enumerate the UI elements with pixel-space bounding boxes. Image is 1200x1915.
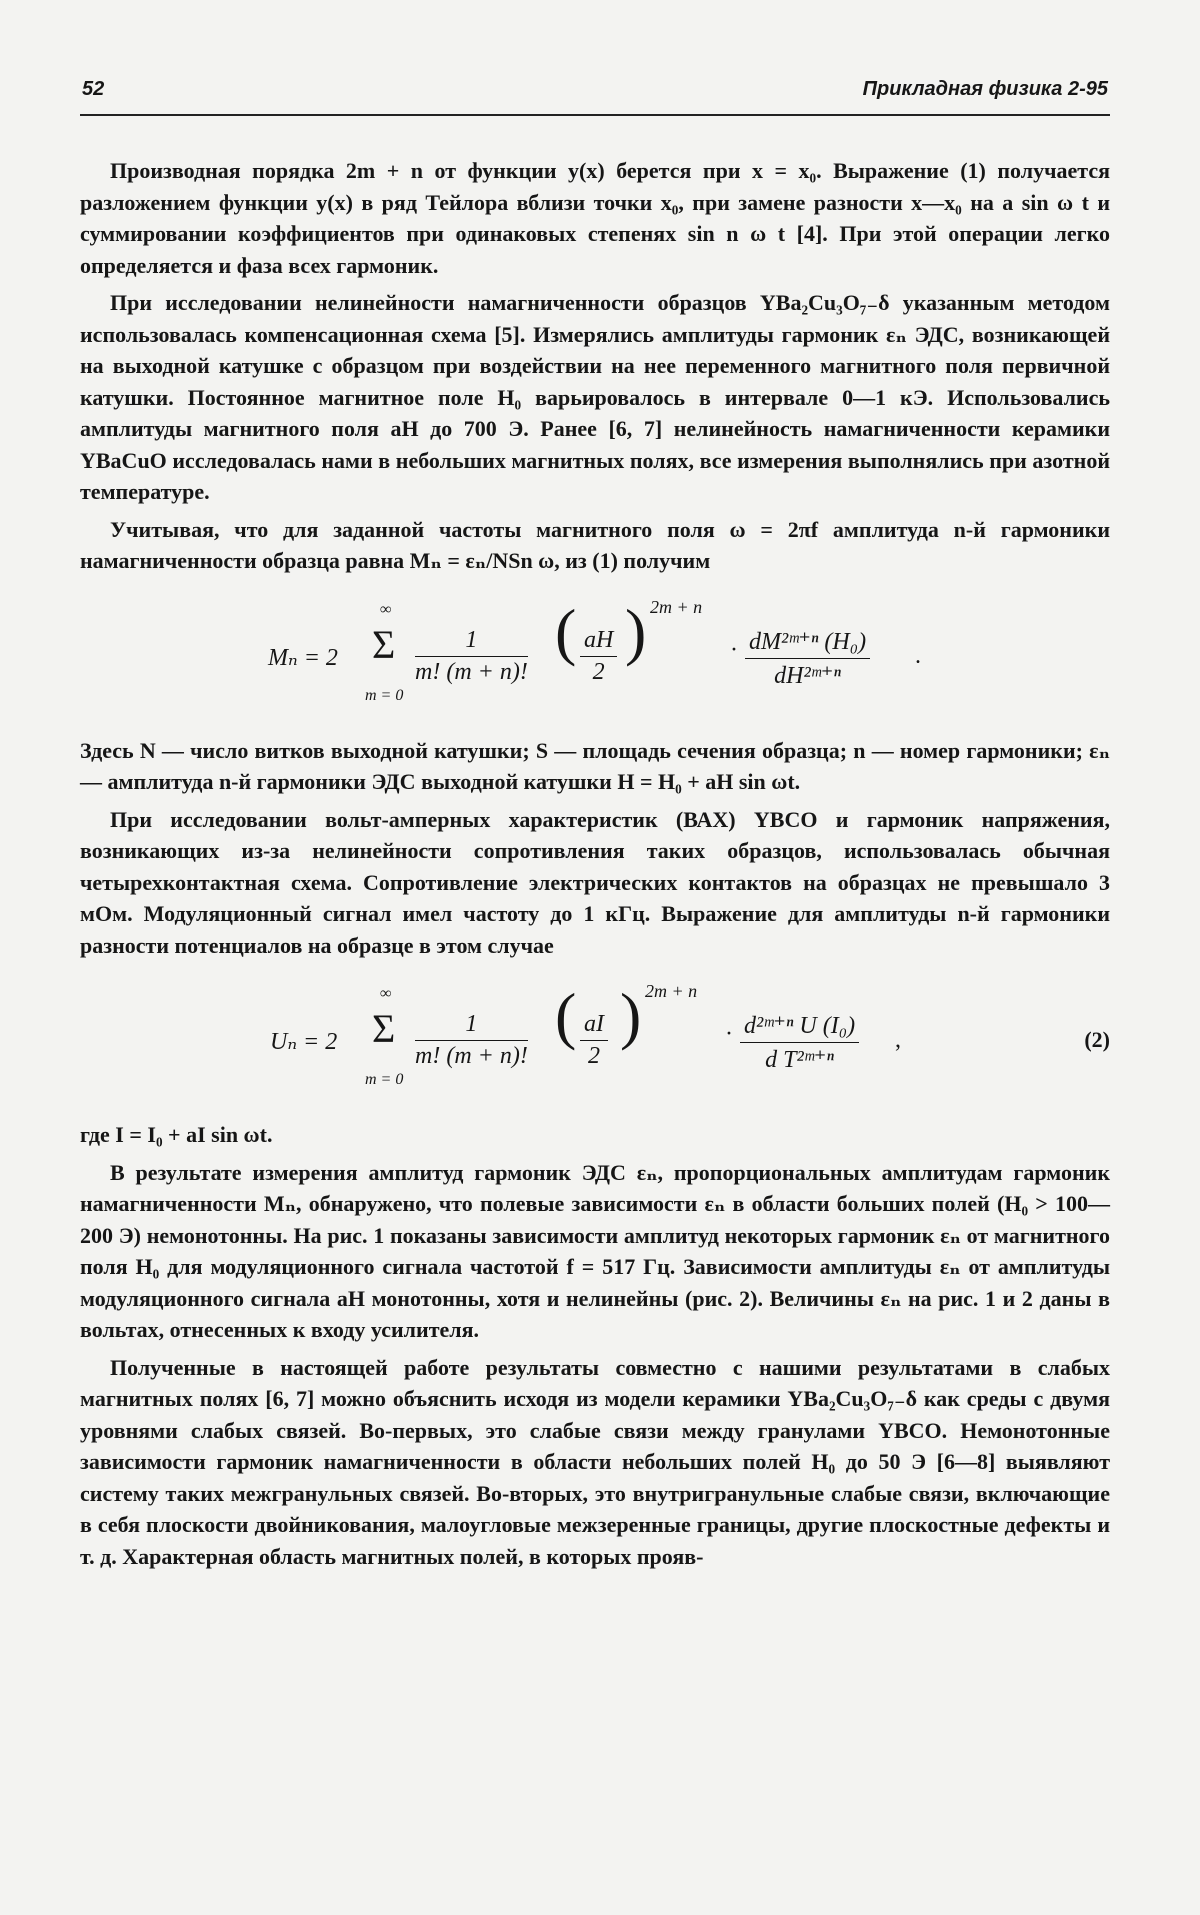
- paragraph-6: где I = I₀ + aI sin ωt.: [80, 1122, 273, 1147]
- eq1-frac1-den: m! (m + n)!: [415, 658, 528, 685]
- equation-1: [80, 595, 1110, 715]
- eq2-paren-right: ): [620, 980, 642, 1051]
- eq2-frac3-den: d T²ᵐ⁺ⁿ: [765, 1047, 834, 1073]
- eq1-sum-sign: Σ: [372, 621, 396, 667]
- eq2-sum-bottom: m = 0: [365, 1071, 404, 1088]
- eq2-frac2-num: aI: [580, 1011, 608, 1041]
- eq2-sum-top: ∞: [380, 985, 392, 1002]
- eq1-paren-left: (: [555, 595, 577, 667]
- page-number: 52: [82, 78, 105, 100]
- eq2-lhs: Uₙ = 2: [270, 1029, 338, 1055]
- eq1-frac2-num: aH: [580, 627, 617, 657]
- eq1-fraction-2: [580, 627, 617, 686]
- paragraph-1: Производная порядка 2m + n от функции y(x) берется при x = x₀. Выражение (1) получается разложением функции y(x) в ряд Тейлора вблизи точки x₀, при замене разности x—x₀ на a sin ω t и суммировании коэффициентов при одинаковых степенях sin n ω t [4]. При этой операции легко определяется и фаза всех гармоник.: [80, 158, 1110, 278]
- paragraph-8: Полученные в настоящей работе результаты совместно с нашими результатами в слабых магнитных полях [6, 7] можно объяснить исходя из модели керамики YBa₂Cu₃O₇₋δ как среды с двумя уровнями слабых связей. Во-первых, это слабые связи между гранулами YBCO. Немонотонные зависимости гармоник намагниченности в области небольших полей H₀ до 50 Э [6—8] выявляют систему таких межгранульных связей. Во-вторых, это внутригранульные слабые связи, включающие в себя плоскости двойникования, малоугловые межзеренные границы, другие плоскостные дефекты и т. д. Характерная область магнитных полей, в которых прояв-: [80, 1354, 1110, 1569]
- eq1-frac1-num: 1: [415, 627, 528, 657]
- equation-2: [80, 979, 1110, 1099]
- eq1-power: 2m + n: [650, 596, 703, 617]
- eq1-frac2-den: 2: [592, 658, 605, 685]
- journal-title: Прикладная физика 2-95: [862, 78, 1108, 100]
- eq2-frac2-den: 2: [588, 1043, 600, 1069]
- eq1-frac3-den: dH²ᵐ⁺ⁿ: [774, 662, 841, 689]
- eq1-lhs: Mₙ = 2: [268, 644, 338, 671]
- eq2-power: 2m + n: [645, 981, 698, 1001]
- paragraph-4: Здесь N — число витков выходной катушки; S — площадь сечения образца; n — номер гармоники; εₙ — амплитуда n-й гармоники ЭДС выходной катушки H = H₀ + aH sin ωt.: [80, 737, 1110, 794]
- eq1-frac3-num: dM²ᵐ⁺ⁿ (H₀): [745, 627, 870, 659]
- paragraph-3: Учитывая, что для заданной частоты магнитного поля ω = 2πf амплитуда n-й гармоники намагниченности образца равна Mₙ = εₙ/NSn ω, из (1) получим: [80, 516, 1110, 573]
- eq1-end: .: [915, 642, 921, 669]
- eq2-frac1-den: m! (m + n)!: [415, 1043, 528, 1069]
- paragraph-5: При исследовании вольт-амперных характеристик (ВАХ) YBCO и гармоник напряжения, возникающих из-за нелинейности сопротивления таких образцов, использовалась обычная четырехконтактная схема. Сопротивление электрических контактов на образцах не превышало 3 мОм. Модуляционный сигнал имел частоту до 1 кГц. Выражение для амплитуды n-й гармоники разности потенциалов на образце в этом случае: [80, 806, 1110, 958]
- eq2-dot: ·: [725, 1021, 733, 1047]
- page-header: [80, 74, 1110, 116]
- eq1-fraction-1: [415, 627, 528, 686]
- eq1-sum-bottom: m = 0: [365, 686, 404, 704]
- eq2-end: ,: [895, 1027, 901, 1053]
- eq1-fraction-3: [745, 627, 870, 690]
- article-body: [80, 155, 1110, 1578]
- paragraph-7: В результате измерения амплитуд гармоник ЭДС εₙ, пропорциональных амплитудам гармоник намагниченности Mₙ, обнаружено, что полевые зависимости εₙ в области больших полей (H₀ > 100—200 Э) немонотонны. На рис. 1 показаны зависимости амплитуд некоторых гармоник εₙ от магнитного поля H₀ для модуляционного сигнала частотой f = 517 Гц. Зависимости амплитуды εₙ от амплитуды модуляционного сигнала aH монотонны, хотя и нелинейны (рис. 2). Величины εₙ на рис. 1 и 2 даны в вольтах, отнесенных к входу усилителя.: [80, 1159, 1110, 1342]
- eq2-sum-sign: Σ: [372, 1006, 396, 1051]
- eq2-paren-left: (: [555, 980, 577, 1051]
- eq1-paren-right: ): [625, 595, 647, 667]
- eq2-frac3-num: d²ᵐ⁺ⁿ U (I₀): [740, 1011, 859, 1043]
- eq1-sum-top: ∞: [380, 600, 392, 618]
- equation-number: (2): [1084, 1027, 1110, 1052]
- eq2-fraction-2: [580, 1011, 608, 1070]
- eq1-dot: ·: [730, 636, 738, 663]
- eq2-fraction-3: [740, 1011, 859, 1074]
- eq2-frac1-num: 1: [415, 1011, 528, 1041]
- eq2-fraction-1: [415, 1011, 528, 1070]
- paragraph-2: При исследовании нелинейности намагниченности образцов YBa₂Cu₃O₇₋δ указанным методом использовалась компенсационная схема [5]. Измерялись амплитуды гармоник εₙ ЭДС, возникающей на выходной катушке с образцом при воздействии на нее переменного магнитного поля первичной катушки. Постоянное магнитное поле H₀ варьировалось в интервале 0—1 кЭ. Использовались амплитуды магнитного поля aH до 700 Э. Ранее [6, 7] нелинейность намагниченности керамики YBaCuO исследовалась нами в небольших магнитных полях, все измерения выполнялись при азотной температуре.: [80, 290, 1110, 504]
